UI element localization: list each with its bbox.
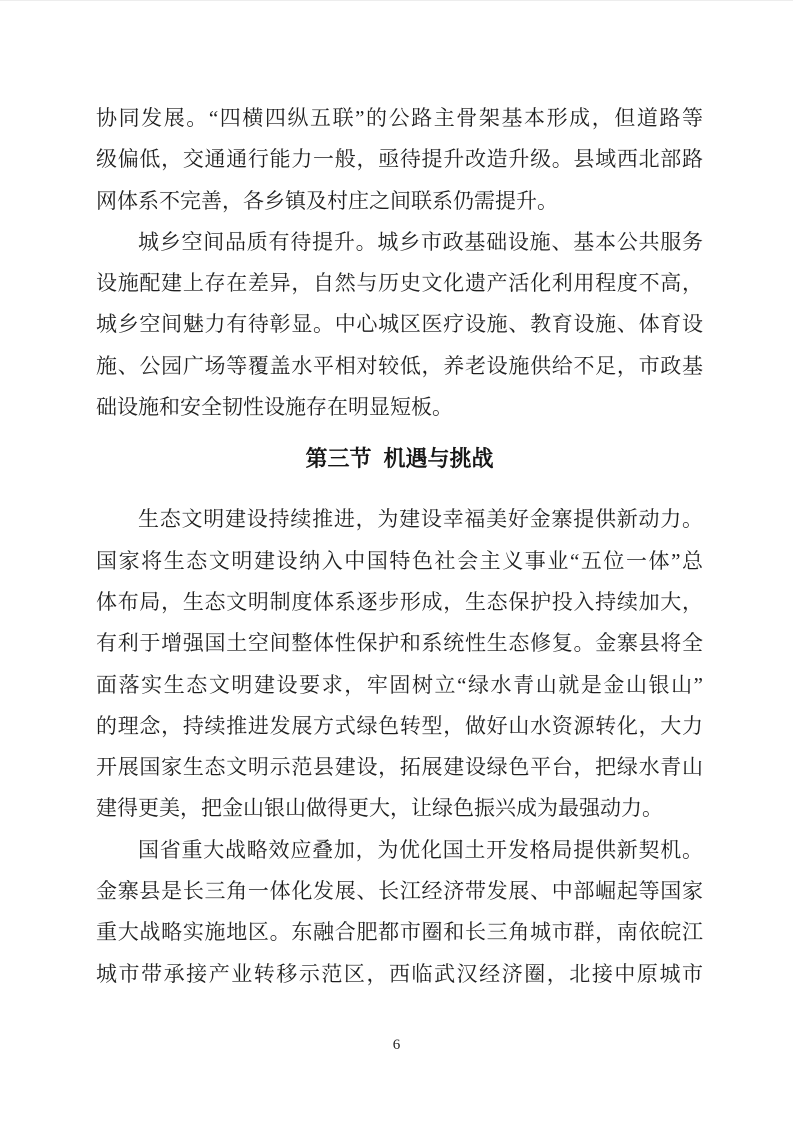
page-body (96, 98, 703, 995)
body-line: 生态文明建设持续推进，为建设幸福美好金寨提供新动力。 (138, 507, 703, 532)
body-line: 础设施和安全韧性设施存在明显短板。 (96, 395, 453, 420)
body-line: 国家将生态文明建设纳入中国特色社会主义事业“五位一体”总 (96, 548, 703, 573)
body-line: 的理念，持续推进发展方式绿色转型，做好山水资源转化，大力 (96, 713, 703, 738)
page-footer (0, 1035, 793, 1055)
body-line: 城市带承接产业转移示范区，西临武汉经济圈，北接中原城市 (96, 961, 703, 986)
paragraph (96, 830, 703, 995)
section-heading: 第三节 机遇与挑战 (305, 446, 494, 472)
body-line: 级偏低，交通通行能力一般，亟待提升改造升级。县域西北部路 (96, 147, 703, 172)
body-line: 施、公园广场等覆盖水平相对较低，养老设施供给不足，市政基 (96, 353, 703, 378)
body-line: 城乡空间品质有待提升。城乡市政基础设施、基本公共服务 (138, 229, 703, 254)
body-line: 设施配建上存在差异，自然与历史文化遗产活化利用程度不高， (96, 271, 703, 296)
body-line: 面落实生态文明建设要求，牢固树立“绿水青山就是金山银山” (96, 672, 703, 697)
paragraph (96, 98, 703, 222)
paragraph (96, 499, 703, 829)
body-line: 协同发展。“四横四纵五联”的公路主骨架基本形成，但道路等 (96, 106, 703, 130)
body-line: 建得更美，把金山银山做得更大，让绿色振兴成为最强动力。 (96, 796, 663, 821)
page-number: 6 (392, 1037, 401, 1053)
body-line: 重大战略实施地区。东融合肥都市圈和长三角城市群，南依皖江 (96, 920, 703, 945)
body-line: 金寨县是长三角一体化发展、长江经济带发展、中部崛起等国家 (96, 879, 703, 904)
body-line: 体布局，生态文明制度体系逐步形成，生态保护投入持续加大， (96, 589, 703, 614)
paragraph (96, 222, 703, 428)
body-line: 开展国家生态文明示范县建设，拓展建设绿色平台，把绿水青山 (96, 755, 703, 780)
body-line: 城乡空间魅力有待彰显。中心城区医疗设施、教育设施、体育设 (96, 312, 703, 337)
body-line: 国省重大战略效应叠加，为优化国土开发格局提供新契机。 (138, 837, 703, 862)
body-line: 有利于增强国土空间整体性保护和系统性生态修复。金寨县将全 (96, 631, 703, 656)
body-line: 网体系不完善，各乡镇及村庄之间联系仍需提升。 (96, 188, 558, 213)
